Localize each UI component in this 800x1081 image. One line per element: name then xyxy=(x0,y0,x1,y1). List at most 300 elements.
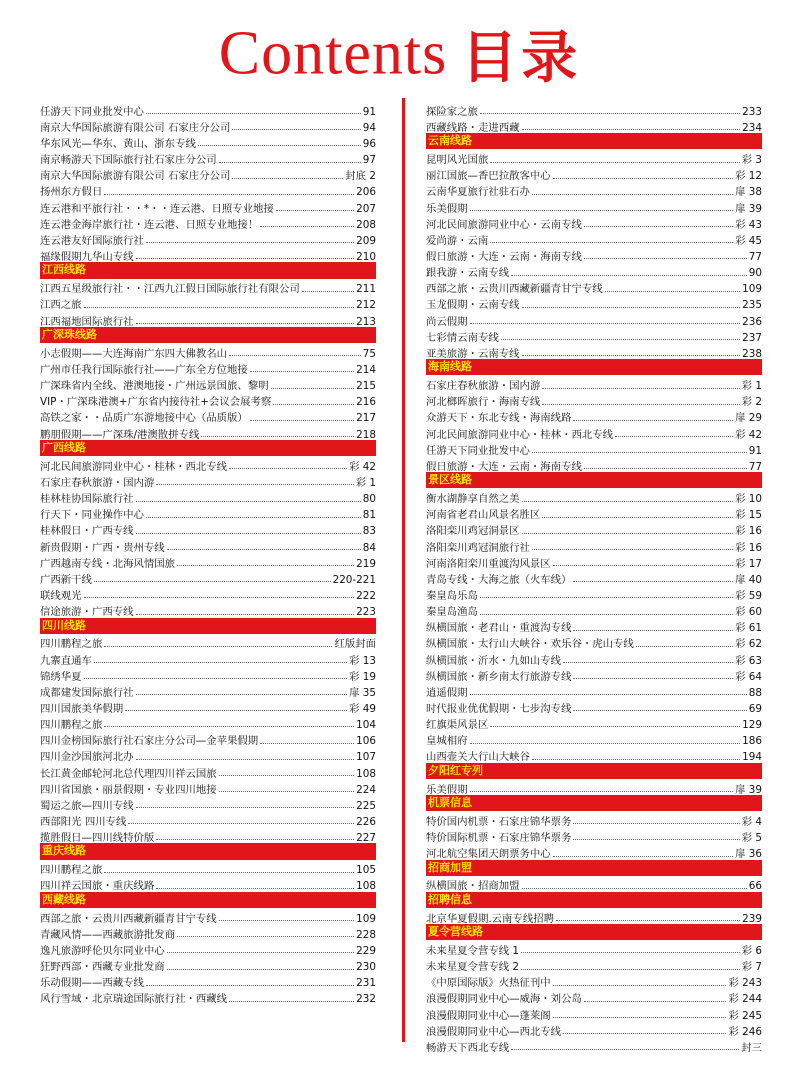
dot-leader xyxy=(146,517,361,518)
toc-entry[interactable] xyxy=(40,392,376,408)
toc-entry[interactable] xyxy=(426,1021,762,1037)
dot-leader xyxy=(605,291,741,292)
entry-page: 彩 4 xyxy=(741,815,762,828)
dot-leader xyxy=(532,549,733,550)
entry-title: 衡水湖静享自然之美 xyxy=(426,493,520,505)
toc-entry[interactable] xyxy=(426,940,762,956)
entry-title: 连云港和平旅行社・・*・・连云港、日照专业地接 xyxy=(40,202,274,214)
entry-page: 209 xyxy=(356,234,376,247)
entry-title: 西藏线路・走进西藏 xyxy=(426,121,520,134)
dot-leader xyxy=(470,743,741,744)
toc-entry[interactable] xyxy=(40,666,376,682)
section-header: 江西线路 xyxy=(40,262,376,278)
entry-page: 237 xyxy=(742,331,762,344)
entry-page: 彩 13 xyxy=(349,654,376,666)
toc-entry[interactable] xyxy=(40,424,376,440)
toc-entry[interactable] xyxy=(40,214,376,230)
dot-leader xyxy=(125,710,347,711)
toc-entry[interactable] xyxy=(426,456,762,472)
dot-leader xyxy=(573,839,739,840)
entry-title: 河北民间旅游同业中心・桂林・西北专线 xyxy=(426,428,614,440)
dot-leader xyxy=(84,307,355,308)
toc-entry[interactable] xyxy=(40,682,376,698)
entry-title: 云南华夏旅行社驻石办 xyxy=(426,186,530,198)
section-header: 广西线路 xyxy=(40,440,376,456)
dot-leader xyxy=(198,145,361,146)
toc-entry[interactable] xyxy=(40,149,376,165)
toc-entry[interactable] xyxy=(40,311,376,327)
dot-leader xyxy=(511,275,747,276)
entry-page: 66 xyxy=(748,880,762,892)
entry-title: 假日旅游・大连・云南・海南专线 xyxy=(426,251,582,263)
title-chinese: 目录 xyxy=(461,26,582,91)
toc-entry[interactable] xyxy=(426,521,762,537)
entry-title: 逍遥假期 xyxy=(426,686,468,699)
toc-entry[interactable] xyxy=(40,343,376,359)
dot-leader xyxy=(156,888,354,889)
dot-leader xyxy=(553,1017,727,1018)
toc-entry[interactable] xyxy=(40,182,376,198)
section-header: 重庆线路 xyxy=(40,843,376,859)
toc-entry[interactable] xyxy=(426,279,762,295)
dot-leader xyxy=(542,388,739,389)
entry-title: 行天下・同业操作中心 xyxy=(40,509,144,521)
toc-entry[interactable] xyxy=(40,408,376,424)
entry-page: 213 xyxy=(356,315,376,327)
entry-page: 129 xyxy=(742,719,762,731)
toc-entry[interactable] xyxy=(426,876,762,892)
entry-title: 未来星夏令营专线 2 xyxy=(426,961,520,973)
entry-page: 彩 59 xyxy=(735,589,762,602)
entry-page: 238 xyxy=(742,347,762,360)
entry-page: 218 xyxy=(356,428,376,440)
entry-title: 成都建发国际旅行社 xyxy=(40,686,134,699)
toc-entry[interactable] xyxy=(426,311,762,327)
toc-entry[interactable] xyxy=(426,779,762,795)
entry-page: 219 xyxy=(356,557,376,570)
entry-title: 秦皇岛渔岛 xyxy=(426,606,478,618)
entry-title: 山西壶关大行山大峡谷 xyxy=(426,751,530,763)
entry-page: 80 xyxy=(362,493,376,505)
toc-entry[interactable] xyxy=(426,440,762,456)
entry-title: 皇城相府 xyxy=(426,735,468,747)
toc-entry[interactable] xyxy=(40,940,376,956)
toc-entry[interactable] xyxy=(40,811,376,827)
entry-page: 彩 17 xyxy=(735,557,762,570)
toc-entry[interactable] xyxy=(426,166,762,182)
dot-leader xyxy=(584,226,733,227)
entry-title: 畅游天下西北专线 xyxy=(426,1041,510,1054)
entry-title: 连云港金海岸旅行社・连云港、日照专业地接！ xyxy=(40,218,259,231)
entry-title: 石家庄春秋旅游・国内游 xyxy=(40,476,155,489)
entry-title: 青藏风情——西藏旅游批发商 xyxy=(40,928,176,941)
entry-page: 236 xyxy=(742,315,762,327)
toc-entry[interactable] xyxy=(40,989,376,1005)
entry-page: 233 xyxy=(742,105,762,118)
toc-entry[interactable] xyxy=(40,375,376,391)
toc-entry[interactable] xyxy=(426,262,762,278)
toc-entry[interactable] xyxy=(40,553,376,569)
entry-page: 彩 62 xyxy=(735,638,762,650)
entry-page: 96 xyxy=(362,138,376,150)
dot-leader xyxy=(522,888,747,889)
toc-entry[interactable] xyxy=(426,295,762,311)
entry-page: 91 xyxy=(748,444,762,457)
toc-entry[interactable] xyxy=(426,117,762,133)
entry-title: 江西福地国际旅行社 xyxy=(40,315,134,327)
toc-entry[interactable] xyxy=(426,246,762,262)
toc-entry[interactable] xyxy=(40,569,376,585)
entry-title: 纵横国旅・招商加盟 xyxy=(426,880,520,892)
dot-leader xyxy=(229,468,347,469)
toc-entry[interactable] xyxy=(40,521,376,537)
entry-title: 四川金沙国旅河北办 xyxy=(40,751,134,763)
entry-title: 南京大华国际旅游有限公司 石家庄分公司 xyxy=(40,121,231,134)
toc-entry[interactable] xyxy=(40,472,376,488)
toc-entry[interactable] xyxy=(40,876,376,892)
toc-entry[interactable] xyxy=(40,698,376,714)
entry-title: 跟我游・云南专线 xyxy=(426,267,510,279)
entry-title: 乐动假期——西藏专线 xyxy=(40,977,144,989)
dot-leader xyxy=(177,936,354,937)
entry-title: 昆明风光国旅 xyxy=(426,154,489,166)
dot-leader xyxy=(136,614,355,615)
toc-entry[interactable] xyxy=(426,973,762,989)
left-column xyxy=(40,101,376,1005)
dot-leader xyxy=(136,759,355,760)
toc-entry[interactable] xyxy=(40,133,376,149)
entry-title: 锦绣华夏 xyxy=(40,670,82,683)
entry-title: 扬州东方假日 xyxy=(40,186,103,198)
toc-entry[interactable] xyxy=(40,827,376,843)
entry-title: 逸凡旅游呼伦贝尔同业中心 xyxy=(40,945,165,957)
toc-entry[interactable] xyxy=(426,424,762,440)
toc-entry[interactable] xyxy=(426,634,762,650)
entry-title: 纵横国旅・新乡南太行旅游专线 xyxy=(426,670,572,683)
entry-title: 玉龙假期・云南专线 xyxy=(426,299,520,311)
dot-leader xyxy=(480,597,733,598)
toc-entry[interactable] xyxy=(426,101,762,117)
toc-entry[interactable] xyxy=(40,795,376,811)
entry-page: 彩 43 xyxy=(735,218,762,231)
dot-leader xyxy=(94,662,347,663)
toc-entry[interactable] xyxy=(40,101,376,117)
entry-title: 尚云假期 xyxy=(426,315,468,327)
toc-entry[interactable] xyxy=(426,682,762,698)
dot-leader xyxy=(156,484,353,485)
entry-title: 南京大华国际旅游有限公司 石家庄分公司 xyxy=(40,170,231,182)
section-header: 夕阳红专列 xyxy=(426,763,762,779)
dot-leader xyxy=(563,1033,726,1034)
dot-leader xyxy=(521,969,740,970)
entry-page: 彩 19 xyxy=(349,670,376,683)
dot-leader xyxy=(136,533,361,534)
toc-entry[interactable] xyxy=(426,408,762,424)
toc-entry[interactable] xyxy=(40,246,376,262)
dot-leader xyxy=(167,549,361,550)
dot-leader xyxy=(177,565,354,566)
dot-leader xyxy=(128,823,354,824)
entry-page: 88 xyxy=(748,686,762,699)
toc-entry[interactable] xyxy=(426,811,762,827)
dot-leader xyxy=(522,129,741,130)
entry-page: 彩 16 xyxy=(735,525,762,537)
dot-leader xyxy=(584,258,747,259)
dot-leader xyxy=(219,162,361,163)
dot-leader xyxy=(219,920,355,921)
entry-page: 扉 40 xyxy=(735,573,762,586)
dot-leader xyxy=(104,872,354,873)
entry-page: 105 xyxy=(356,864,376,876)
dot-leader xyxy=(276,210,354,211)
entry-page: 186 xyxy=(742,735,762,747)
title-english: Contents xyxy=(218,19,448,88)
entry-title: 长江黄金邮轮河北总代理四川祥云国旅 xyxy=(40,767,217,779)
entry-title: 四川省国旅・丽景假期・专业四川地接 xyxy=(40,783,217,796)
entry-title: 假日旅游・大连・云南・海南专线 xyxy=(426,460,582,473)
dot-leader xyxy=(260,226,354,227)
entry-page: 235 xyxy=(742,299,762,311)
entry-page: 69 xyxy=(748,702,762,715)
dot-leader xyxy=(136,694,348,695)
entry-page: 彩 60 xyxy=(735,606,762,618)
entry-page: 216 xyxy=(356,396,376,408)
toc-entry[interactable] xyxy=(40,908,376,924)
toc-entry[interactable] xyxy=(40,456,376,472)
dot-leader xyxy=(490,726,740,727)
toc-entry[interactable] xyxy=(426,956,762,972)
dot-leader xyxy=(573,678,733,679)
entry-title: 联线观光 xyxy=(40,589,82,602)
toc-entry[interactable] xyxy=(426,908,762,924)
toc-entry[interactable] xyxy=(40,730,376,746)
toc-entry[interactable] xyxy=(426,1005,762,1021)
toc-entry[interactable] xyxy=(426,553,762,569)
toc-entry[interactable] xyxy=(426,585,762,601)
toc-entry[interactable] xyxy=(426,488,762,504)
entry-page: 239 xyxy=(742,912,762,925)
entry-page: 彩 244 xyxy=(728,993,762,1005)
right-column xyxy=(426,101,762,1053)
dot-leader xyxy=(556,920,740,921)
dot-leader xyxy=(232,178,343,179)
entry-title: 四川国旅美华假期 xyxy=(40,702,124,715)
toc-entry[interactable] xyxy=(40,295,376,311)
toc-entry[interactable] xyxy=(40,359,376,375)
entry-page: 77 xyxy=(748,251,762,263)
toc-entry[interactable] xyxy=(426,747,762,763)
dot-leader xyxy=(250,371,354,372)
dot-leader xyxy=(156,839,354,840)
dot-leader xyxy=(470,694,747,695)
toc-entry[interactable] xyxy=(426,714,762,730)
toc-entry[interactable] xyxy=(40,634,376,650)
dot-leader xyxy=(522,533,734,534)
toc-entry[interactable] xyxy=(40,924,376,940)
dot-leader xyxy=(136,501,361,502)
entry-page: 220-221 xyxy=(332,573,376,586)
entry-page: 彩 63 xyxy=(735,654,762,666)
entry-page: 77 xyxy=(748,460,762,473)
entry-page: 彩 64 xyxy=(735,670,762,683)
toc-entry[interactable] xyxy=(40,117,376,133)
dot-leader xyxy=(84,597,355,598)
dot-leader xyxy=(490,242,733,243)
dot-leader xyxy=(532,194,733,195)
entry-title: 《中原国际版》火热征刊中 xyxy=(426,977,551,989)
toc-entry[interactable] xyxy=(426,343,762,359)
entry-title: 石家庄春秋旅游・国内游 xyxy=(426,380,541,392)
entry-title: 浪漫假期同业中心—西北专线 xyxy=(426,1025,562,1038)
entry-page: 228 xyxy=(356,928,376,941)
toc-entry[interactable] xyxy=(426,375,762,391)
entry-title: 风行雪域・北京瑞途国际旅行社・西藏线 xyxy=(40,993,228,1005)
section-header: 招商加盟 xyxy=(426,860,762,876)
dot-leader xyxy=(584,468,747,469)
entry-page: 94 xyxy=(362,121,376,134)
toc-entry[interactable] xyxy=(426,198,762,214)
entry-page: 106 xyxy=(356,735,376,747)
entry-page: 215 xyxy=(356,380,376,392)
toc-entry[interactable] xyxy=(426,698,762,714)
dot-leader xyxy=(522,355,741,356)
toc-entry[interactable] xyxy=(426,182,762,198)
toc-entry[interactable] xyxy=(40,779,376,795)
entry-page: 226 xyxy=(356,815,376,828)
entry-page: 彩 45 xyxy=(735,234,762,247)
entry-title: 广州市任我行国际旅行社——广东全方位地接 xyxy=(40,363,248,376)
toc-entry[interactable] xyxy=(40,747,376,763)
toc-entry[interactable] xyxy=(40,198,376,214)
entry-title: VIP・广深珠港澳+广东省内接待社+会议会展考察 xyxy=(40,396,272,408)
entry-page: 222 xyxy=(356,589,376,602)
dot-leader xyxy=(232,129,360,130)
toc-entry[interactable] xyxy=(40,166,376,182)
toc-entry[interactable] xyxy=(426,392,762,408)
dot-leader xyxy=(573,420,733,421)
toc-entry[interactable] xyxy=(40,505,376,521)
dot-leader xyxy=(84,678,348,679)
dot-leader xyxy=(219,775,355,776)
toc-entry[interactable] xyxy=(426,666,762,682)
toc-entry[interactable] xyxy=(426,214,762,230)
section-header: 招聘信息 xyxy=(426,892,762,908)
dot-leader xyxy=(167,969,354,970)
toc-entry[interactable] xyxy=(426,730,762,746)
entry-page: 231 xyxy=(356,977,376,989)
entry-page: 211 xyxy=(356,283,376,295)
dot-leader xyxy=(104,194,354,195)
dot-leader xyxy=(522,307,741,308)
dot-leader xyxy=(584,1001,727,1002)
entry-page: 扉 39 xyxy=(735,783,762,796)
entry-page: 彩 243 xyxy=(728,977,762,989)
toc-entry[interactable] xyxy=(40,488,376,504)
entry-title: 洛阳栾川鸡冠洞景区 xyxy=(426,525,520,537)
entry-page: 彩 12 xyxy=(735,170,762,182)
entry-page: 104 xyxy=(356,719,376,731)
entry-page: 107 xyxy=(356,751,376,763)
entry-title: 任游天下同业批发中心 xyxy=(40,105,144,118)
dot-leader xyxy=(511,1049,739,1050)
entry-title: 特价国内机票・石家庄锦华票务 xyxy=(426,815,572,828)
entry-page: 彩 1 xyxy=(741,380,762,392)
toc-entry[interactable] xyxy=(40,956,376,972)
entry-page: 彩 15 xyxy=(735,509,762,521)
toc-entry[interactable] xyxy=(40,650,376,666)
entry-title: 浪漫假期同业中心—威海・刘公岛 xyxy=(426,993,582,1005)
toc-entry[interactable] xyxy=(426,650,762,666)
dot-leader xyxy=(167,952,354,953)
entry-page: 223 xyxy=(356,606,376,618)
toc-entry[interactable] xyxy=(426,505,762,521)
entry-page: 彩 61 xyxy=(735,622,762,634)
entry-title: 西部之旅・云贵川西藏新疆青甘宁专线 xyxy=(426,283,603,295)
entry-title: 蜀运之旅—四川专线 xyxy=(40,799,134,812)
entry-title: 亚美旅游・云南专线 xyxy=(426,347,520,360)
entry-page: 扉 36 xyxy=(735,848,762,860)
dot-leader xyxy=(573,581,733,582)
toc-entry[interactable] xyxy=(40,537,376,553)
entry-title: 纵横国旅・沂水・九如山专线 xyxy=(426,654,562,666)
entry-page: 彩 42 xyxy=(735,428,762,440)
toc-entry[interactable] xyxy=(426,827,762,843)
entry-page: 217 xyxy=(356,412,376,424)
toc-entry[interactable] xyxy=(426,537,762,553)
entry-page: 108 xyxy=(356,880,376,892)
toc-entry[interactable] xyxy=(40,714,376,730)
toc-entry[interactable] xyxy=(426,618,762,634)
dot-leader xyxy=(136,323,355,324)
section-header: 广深珠线路 xyxy=(40,327,376,343)
entry-page: 84 xyxy=(362,541,376,553)
entry-page: 210 xyxy=(356,251,376,263)
toc-entry[interactable] xyxy=(426,1037,762,1053)
toc-entry[interactable] xyxy=(40,279,376,295)
entry-page: 封底 2 xyxy=(345,170,376,182)
entry-page: 224 xyxy=(356,783,376,796)
entry-title: 桂林桂协国际旅行社 xyxy=(40,493,134,505)
dot-leader xyxy=(501,339,740,340)
entry-page: 扉 39 xyxy=(735,202,762,214)
dot-leader xyxy=(553,565,733,566)
toc-entry[interactable] xyxy=(40,585,376,601)
toc-entry[interactable] xyxy=(426,601,762,617)
toc-entry[interactable] xyxy=(426,149,762,165)
entry-page: 扉 38 xyxy=(735,186,762,198)
toc-entry[interactable] xyxy=(426,843,762,859)
section-header: 四川线路 xyxy=(40,618,376,634)
dot-leader xyxy=(553,178,733,179)
entry-title: 揽胜假日—四川线特价版 xyxy=(40,832,155,844)
dot-leader xyxy=(273,404,354,405)
toc-entry[interactable] xyxy=(40,973,376,989)
toc-entry[interactable] xyxy=(40,763,376,779)
entry-title: 广西越南专线・北海风情国旅 xyxy=(40,557,176,570)
toc-entry[interactable] xyxy=(40,230,376,246)
dot-leader xyxy=(636,646,733,647)
column-divider xyxy=(402,98,405,1042)
entry-page: 229 xyxy=(356,945,376,957)
toc-entry[interactable] xyxy=(426,569,762,585)
toc-entry[interactable] xyxy=(426,327,762,343)
toc-entry[interactable] xyxy=(40,860,376,876)
toc-entry[interactable] xyxy=(426,989,762,1005)
toc-entry[interactable] xyxy=(426,230,762,246)
dot-leader xyxy=(480,113,740,114)
entry-page: 109 xyxy=(742,283,762,295)
toc-entry[interactable] xyxy=(40,601,376,617)
